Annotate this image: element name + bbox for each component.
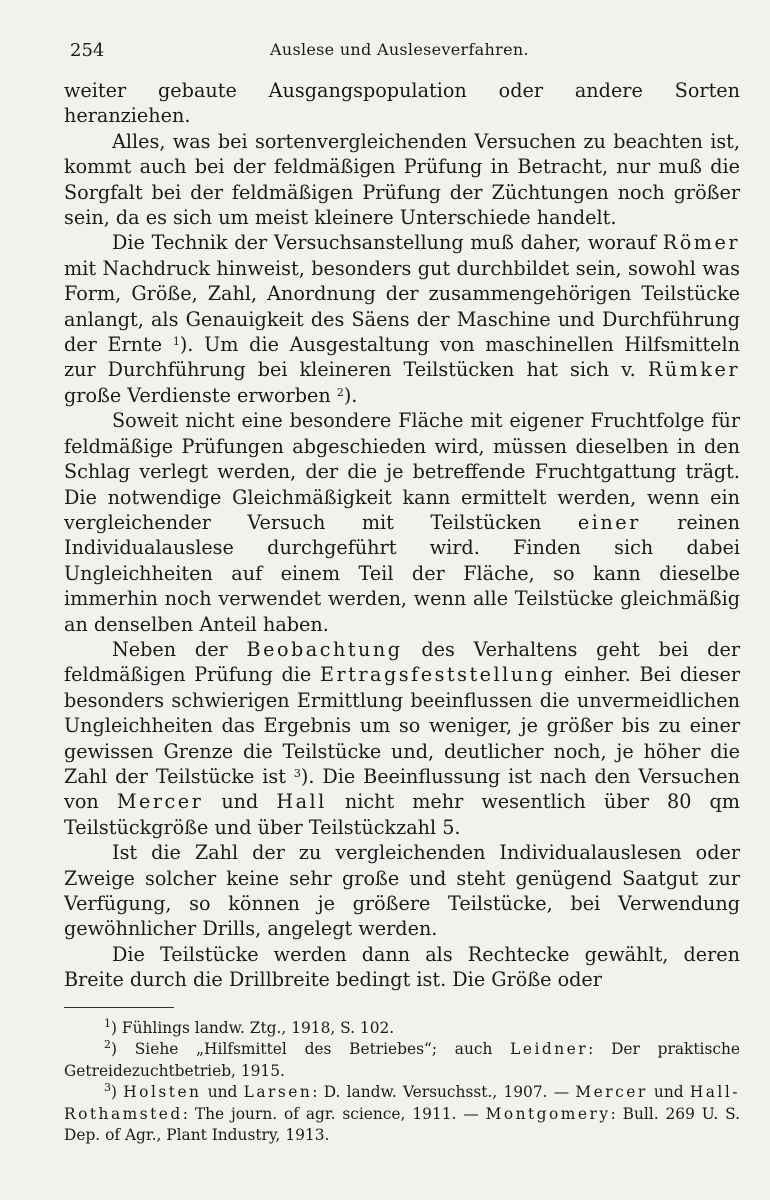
text-run: große Verdienste erworben — [64, 383, 337, 407]
text-run: : Bull. 269 U. S. Dep. of Agr., Plant Industry, 1913. — [64, 1104, 740, 1145]
text-run: ). Die Beeinflussung ist nach den Versuchen von — [64, 764, 740, 814]
spaced-emphasis: Mercer — [116, 790, 204, 814]
footnote — [64, 1018, 740, 1040]
spaced-emphasis: Mercer — [575, 1083, 648, 1102]
body-text — [64, 78, 740, 993]
text-run: Neben der — [112, 637, 247, 661]
text-run: des Verhaltens geht bei der feldmäßigen Prüfung die — [64, 637, 740, 687]
paragraph — [64, 230, 740, 408]
text-run: : The journ. of agr. science, 1911. — — [182, 1104, 486, 1123]
footnote-divider — [64, 1007, 174, 1008]
spaced-emphasis: Römer — [662, 231, 740, 255]
spaced-emphasis: Montgomery — [485, 1104, 611, 1123]
spaced-emphasis: Leidner — [510, 1040, 589, 1059]
paragraph — [64, 637, 740, 840]
text-run: Die Teilstücke werden dann als Rechtecke gewählt, deren Breite durch die Drillbreite bedingt ist. Die Größe oder — [64, 942, 740, 992]
text-run: ) — [111, 1083, 124, 1102]
spaced-emphasis: einer — [577, 510, 641, 534]
running-title: Auslese und Ausleseverfahren. — [270, 40, 529, 59]
spaced-emphasis: Holsten — [123, 1083, 202, 1102]
text-run: Alles, was bei sortenvergleichenden Versuchen zu beachten ist, kommt auch bei der feldmäßigen Prüfung in Betracht, nur muß die Sorgfalt bei der feldmäßigen Prüfung der Züchtungen noch größer sein, da es sich um meist kleinere Unterschiede handelt. — [64, 129, 740, 230]
text-run: weiter gebaute Ausgangspopulation oder andere Sorten heranziehen. — [64, 79, 740, 128]
page-number: 254 — [70, 40, 105, 61]
text-run: Ist die Zahl der zu vergleichenden Individualauslesen oder Zweige solcher keine sehr große und steht genügend Saatgut zur Verfügung, so können je größere Teilstücke, bei Verwendung gewöhnlicher Drills, angelegt werden. — [64, 841, 740, 941]
spaced-emphasis: Rümker — [647, 358, 740, 382]
text-run: und — [201, 1083, 244, 1102]
paragraph — [64, 129, 740, 231]
text-run: Die Technik der Versuchsanstellung muß daher, worauf — [112, 231, 663, 255]
text-run: ) Fühlings landw. Ztg., 1918, S. 102. — [111, 1018, 395, 1037]
text-run: Soweit nicht eine besondere Fläche mit eigener Fruchtfolge für feldmäßige Prüfungen abgeschieden wird, müssen dieselben in den Schlag verlegt werden, der die je betreffende Fruchtgattung trägt. Die notwendige Gleichmäßigkeit kann ermittelt werden, wenn ein vergleichender Versuch mit Teilstücken — [64, 409, 740, 534]
footnote-marker: 1 — [172, 335, 180, 349]
paragraph — [64, 942, 740, 993]
paragraph — [64, 840, 740, 942]
paragraph — [64, 408, 740, 637]
text-run: ) Siehe „Hilfsmittel des Betriebes“; auch — [111, 1040, 511, 1059]
footnote-marker: 2 — [104, 1038, 111, 1052]
footnote — [64, 1039, 740, 1082]
text-run: : Der praktische Getreidezuchtbetrieb, 1915. — [64, 1040, 740, 1080]
spaced-emphasis: Larsen — [243, 1083, 313, 1102]
footnote-marker: 3 — [104, 1081, 111, 1095]
text-run: ). Um die Ausgestaltung von maschinellen Hilfsmitteln zur Durchführung bei kleineren Teilstücken hat sich v. — [64, 333, 740, 382]
text-run: und — [647, 1083, 690, 1102]
spaced-emphasis: Beobachtung — [246, 637, 403, 661]
spaced-emphasis: Ertragsfeststellung — [319, 663, 556, 687]
text-run: und — [203, 790, 277, 814]
footnote-marker: 2 — [336, 385, 344, 399]
text-run: mit Nachdruck hinweist, besonders gut durchbildet sein, sowohl was Form, Größe, Zahl, Anordnung der zusammengehörigen Teilstücke anlangt, als Genauigkeit des Säens der Maschine und Durchführung der Ernte — [64, 256, 740, 357]
text-run: ). — [343, 383, 358, 407]
page-header — [64, 36, 740, 66]
footnote — [64, 1082, 740, 1147]
paragraph — [64, 78, 740, 129]
text-run: : D. landw. Versuchsst., 1907. — — [312, 1083, 576, 1102]
text-run: reinen Individualauslese durchgeführt wird. Finden sich dabei Ungleichheiten auf einem Teil der Fläche, so kann dieselbe immerhin noch verwendet werden, wenn alle Teilstücke gleichmäßig an denselben Anteil haben. — [64, 510, 740, 636]
footnote-marker: 1 — [104, 1016, 111, 1030]
text-run: einher. Bei dieser besonders schwierigen Ermittlung beeinflussen die unvermeidlichen Ungleichheiten das Ergebnis um so weniger, je größer bis zu einer gewissen Grenze die Teilstücke und, deutlicher noch, je höher die Zahl der Teilstücke ist — [64, 663, 740, 788]
spaced-emphasis: Hall-Rothamsted — [64, 1083, 740, 1123]
spaced-emphasis: Hall — [276, 790, 327, 814]
footnote-marker: 3 — [293, 766, 301, 780]
footnotes — [64, 1018, 740, 1147]
text-run: nicht mehr wesentlich über 80 qm Teilstückgröße und über Teilstückzahl 5. — [64, 790, 741, 839]
